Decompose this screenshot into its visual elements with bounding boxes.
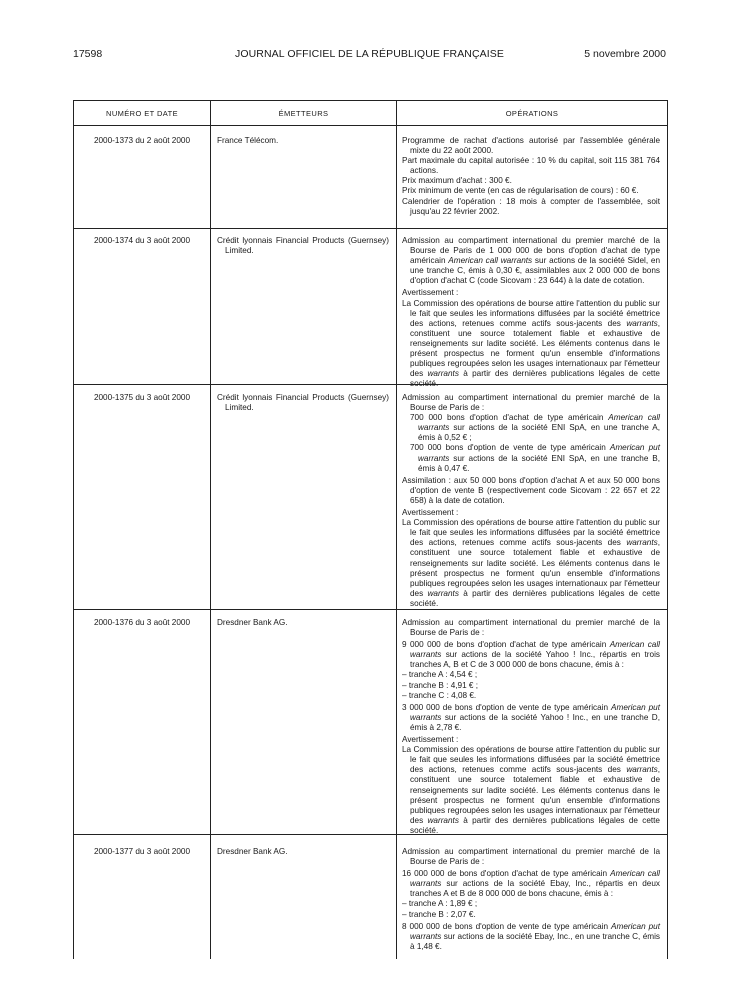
column-header-emetteurs: ÉMETTEURS — [278, 109, 329, 118]
operation-text: Prix minimum de vente (en cas de régularisation de cours) : 60 €. — [402, 186, 639, 196]
row-issuer: Dresdner Bank AG. — [217, 847, 288, 856]
operation-text: 700 000 bons d'option d'achat de type américain American call warrants sur actions de la société ENI SpA, en une tranche A, émis à 0,52 € ; — [410, 413, 660, 443]
warning-text: La Commission des opérations de bourse attire l'attention du public sur le fait que seules les informations diffusées par la société émettrice des actions, retenues comme actifs sous-jacents des warrants, constituent une source totalement fiable et exhaustive de renseignements sur ladite société. Les éléments contenus dans le présent prospectus ne forment qu'un ensemble d'informations publiques regroupées selon les usages internationaux par l'émetteur des warrants à partir des dernières publications légales de cette société. — [402, 745, 660, 835]
page-number: 17598 — [73, 48, 103, 60]
row-operations — [402, 136, 660, 217]
publication-date: 5 novembre 2000 — [584, 48, 666, 60]
operation-text: 16 000 000 de bons d'option d'achat de type américain American call warrants sur actions de la société Ebay, Inc., répartis en deux tranches A et B de 8 000 000 de bons chacune, émis à : — [402, 869, 660, 899]
tranche-line: – tranche B : 4,91 € ; — [402, 680, 479, 690]
row-issuer: Dresdner Bank AG. — [217, 618, 288, 627]
warning-text: La Commission des opérations de bourse attire l'attention du public sur le fait que seules les informations diffusées par la société émettrice des actions, retenues comme actifs sous-jacents des warrants, constituent une source totalement fiable et exhaustive de renseignements sur ladite société. Les éléments contenus dans le présent prospectus ne forment qu'un ensemble d'informations publiques regroupées selon les usages internationaux par l'émetteur des warrants à partir des dernières publications légales de cette société. — [402, 298, 660, 389]
operation-text: 700 000 bons d'option de vente de type américain American put warrants sur actions de la société ENI SpA, en une tranche B, émis à 0,47 €. — [410, 443, 660, 473]
column-header-numero: NUMÉRO ET DATE — [106, 109, 178, 118]
operation-text: Programme de rachat d'actions autorisé par l'assemblée générale mixte du 22 août 2000. — [402, 136, 660, 156]
operation-text: Admission au compartiment international du premier marché de la Bourse de Paris de : — [402, 847, 660, 867]
header-divider — [74, 125, 667, 126]
warning-label: Avertissement : — [402, 288, 459, 298]
tranche-line: – tranche A : 4,54 € ; — [402, 670, 478, 680]
operation-text: 9 000 000 de bons d'option d'achat de type américain American call warrants sur actions de la société Yahoo ! Inc., répartis en trois tranches A, B et C de 3 000 000 de bons chacune, émis à : — [402, 640, 660, 670]
row-operations — [402, 393, 660, 609]
operations-table — [73, 100, 668, 959]
operation-text: 8 000 000 de bons d'option de vente de type américain American put warrants sur actions de la société Ebay, Inc., en une tranche C, émis à 1,48 €. — [402, 921, 660, 951]
row-operations — [402, 236, 660, 389]
row-issuer: Crédit lyonnais Financial Products (Guernsey) Limited. — [217, 393, 389, 413]
page-header — [73, 48, 666, 62]
column-divider — [396, 101, 397, 959]
warning-label: Avertissement : — [402, 508, 459, 518]
operation-text: Admission au compartiment international du premier marché de la Bourse de Paris de : — [402, 393, 660, 413]
row-number-date: 2000-1375 du 3 août 2000 — [93, 393, 191, 402]
row-number-date: 2000-1376 du 3 août 2000 — [93, 618, 191, 627]
operation-text: Assimilation : aux 50 000 bons d'option d'achat A et aux 50 000 bons d'option de vente B (respectivement code Sicovam : 22 657 et 22 658) à la date de cotation. — [402, 475, 660, 505]
warning-text: La Commission des opérations de bourse attire l'attention du public sur le fait que seules les informations diffusées par la société émettrice des actions, retenues comme actifs sous-jacents des warrants, constituent une source totalement fiable et exhaustive de renseignements sur ladite société. Les éléments contenus dans le présent prospectus ne forment qu'un ensemble d'informations publiques regroupées selon les usages internationaux par l'émetteur des warrants à partir des dernières publications légales de cette société. — [402, 518, 660, 608]
row-number-date: 2000-1373 du 2 août 2000 — [93, 136, 191, 145]
column-header-operations: OPÉRATIONS — [505, 109, 559, 118]
operation-text: Calendrier de l'opération : 18 mois à compter de l'assemblée, soit jusqu'au 22 février 2002. — [402, 196, 660, 216]
row-issuer: Crédit lyonnais Financial Products (Guernsey) Limited. — [217, 236, 389, 256]
row-divider — [74, 609, 667, 610]
column-divider — [210, 101, 211, 959]
tranche-line: – tranche C : 4,08 €. — [402, 690, 477, 700]
row-divider — [74, 228, 667, 229]
tranche-line: – tranche B : 2,07 €. — [402, 909, 476, 919]
warning-label: Avertissement : — [402, 735, 459, 745]
row-issuer: France Télécom. — [217, 136, 279, 145]
tranche-line: – tranche A : 1,89 € ; — [402, 899, 478, 909]
row-number-date: 2000-1377 du 3 août 2000 — [93, 847, 191, 856]
journal-title: JOURNAL OFFICIEL DE LA RÉPUBLIQUE FRANÇAISE — [235, 48, 504, 60]
operation-text: Part maximale du capital autorisée : 10 % du capital, soit 115 381 764 actions. — [402, 156, 660, 176]
operation-text: Admission au compartiment international du premier marché de la Bourse de Paris de 1 000 000 de bons d'option d'achat de type américain American call warrants sur actions de la société Sidel, en une tranche C, émis à 0,30 €, assimilables aux 2 000 000 de bons d'option d'achat C (code Sicovam : 23 644) à la date de cotation. — [402, 236, 660, 286]
operation-text: Prix maximum d'achat : 300 €. — [402, 176, 512, 186]
row-number-date: 2000-1374 du 3 août 2000 — [93, 236, 191, 245]
operation-text: 3 000 000 de bons d'option de vente de type américain American put warrants sur actions de la société Yahoo ! Inc., en une tranche D, émis à 2,78 €. — [402, 702, 660, 732]
operation-text: Admission au compartiment international du premier marché de la Bourse de Paris de : — [402, 618, 660, 638]
row-operations — [402, 847, 660, 952]
row-operations — [402, 618, 660, 836]
